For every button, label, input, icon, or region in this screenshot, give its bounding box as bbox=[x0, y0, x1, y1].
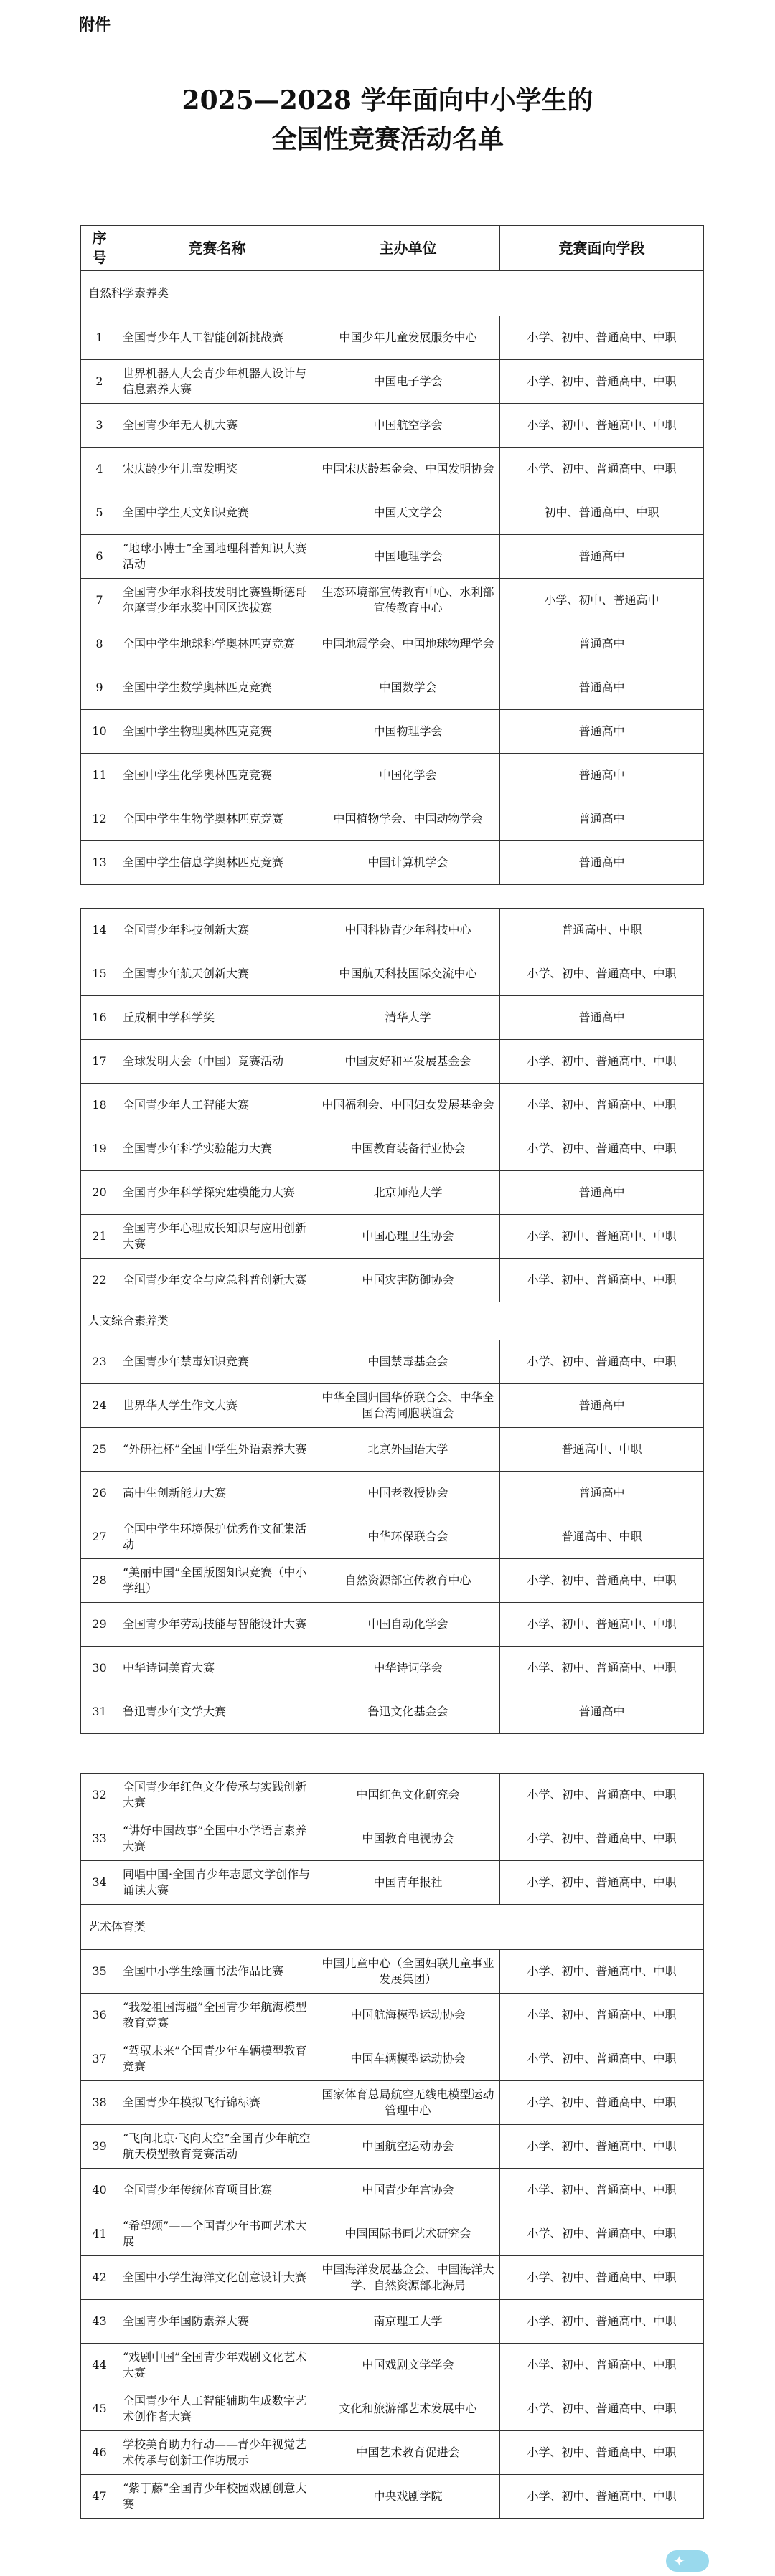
table-row bbox=[81, 579, 704, 622]
organizer: 中国宋庆龄基金会、中国发明协会 bbox=[316, 448, 500, 491]
target-stage: 小学、初中、普通高中、中职 bbox=[500, 1817, 704, 1861]
table-row bbox=[81, 952, 704, 996]
table-row bbox=[81, 797, 704, 841]
competition-name: “我爱祖国海疆”全国青少年航海模型教育竞赛 bbox=[118, 1994, 316, 2037]
competition-name: 全国青少年安全与应急科普创新大赛 bbox=[118, 1259, 316, 1302]
organizer: 清华大学 bbox=[316, 996, 500, 1040]
target-stage: 小学、初中、普通高中、中职 bbox=[500, 1774, 704, 1817]
competition-name: 全国青少年红色文化传承与实践创新大赛 bbox=[118, 1774, 316, 1817]
competition-name: 全国青少年国防素养大赛 bbox=[118, 2300, 316, 2344]
competition-name: 全国青少年禁毒知识竞赛 bbox=[118, 1340, 316, 1384]
target-stage: 小学、初中、普通高中、中职 bbox=[500, 1040, 704, 1084]
organizer: 中国数学会 bbox=[316, 666, 500, 710]
table-row bbox=[81, 316, 704, 360]
table-row bbox=[81, 2475, 704, 2519]
competition-name: 全球发明大会（中国）竞赛活动 bbox=[118, 1040, 316, 1084]
row-number: 45 bbox=[81, 2387, 118, 2431]
organizer: 中华环保联合会 bbox=[316, 1515, 500, 1559]
row-number: 12 bbox=[81, 797, 118, 841]
table-row bbox=[81, 2344, 704, 2387]
target-stage: 小学、初中、普通高中、中职 bbox=[500, 1994, 704, 2037]
organizer: 中国灾害防御协会 bbox=[316, 1259, 500, 1302]
table-row bbox=[81, 1384, 704, 1428]
table-row bbox=[81, 535, 704, 579]
organizer: 文化和旅游部艺术发展中心 bbox=[316, 2387, 500, 2431]
target-stage: 小学、初中、普通高中、中职 bbox=[500, 1559, 704, 1603]
organizer: 中国儿童中心（全国妇联儿童事业发展集团） bbox=[316, 1950, 500, 1994]
row-number: 20 bbox=[81, 1171, 118, 1215]
competition-name: 全国中学生地球科学奥林匹克竞赛 bbox=[118, 622, 316, 666]
category-row bbox=[81, 1905, 704, 1950]
target-stage: 小学、初中、普通高中、中职 bbox=[500, 1215, 704, 1259]
row-number: 29 bbox=[81, 1603, 118, 1647]
row-number: 26 bbox=[81, 1472, 118, 1515]
organizer: 中国物理学会 bbox=[316, 710, 500, 754]
competition-name: 全国中学生数学奥林匹克竞赛 bbox=[118, 666, 316, 710]
row-number: 22 bbox=[81, 1259, 118, 1302]
target-stage: 小学、初中、普通高中、中职 bbox=[500, 2256, 704, 2300]
target-stage: 普通高中 bbox=[500, 535, 704, 579]
competition-name: “紫丁藤”全国青少年校园戏剧创意大赛 bbox=[118, 2475, 316, 2519]
target-stage: 小学、初中、普通高中、中职 bbox=[500, 1259, 704, 1302]
organizer: 中华全国归国华侨联合会、中华全国台湾同胞联谊会 bbox=[316, 1384, 500, 1428]
competition-name: 全国中学生信息学奥林匹克竞赛 bbox=[118, 841, 316, 885]
table-row bbox=[81, 1215, 704, 1259]
competition-name: “地球小博士”全国地理科普知识大赛活动 bbox=[118, 535, 316, 579]
organizer: 自然资源部宣传教育中心 bbox=[316, 1559, 500, 1603]
row-number: 39 bbox=[81, 2125, 118, 2169]
organizer: 中国友好和平发展基金会 bbox=[316, 1040, 500, 1084]
competition-name: 全国青少年科技创新大赛 bbox=[118, 909, 316, 952]
competition-name: 鲁迅青少年文学大赛 bbox=[118, 1690, 316, 1734]
target-stage: 小学、初中、普通高中、中职 bbox=[500, 2387, 704, 2431]
table-row bbox=[81, 1472, 704, 1515]
competition-name: “讲好中国故事”全国中小学语言素养大赛 bbox=[118, 1817, 316, 1861]
table-row bbox=[81, 1340, 704, 1384]
competition-name: 全国青少年模拟飞行锦标赛 bbox=[118, 2081, 316, 2125]
table-row bbox=[81, 622, 704, 666]
competition-table bbox=[80, 1773, 704, 2519]
row-number: 46 bbox=[81, 2431, 118, 2475]
watermark-badge bbox=[666, 2550, 709, 2572]
table-header-row bbox=[81, 226, 704, 271]
competition-name: 全国青少年无人机大赛 bbox=[118, 404, 316, 448]
competition-name: 全国青少年人工智能辅助生成数字艺术创作者大赛 bbox=[118, 2387, 316, 2431]
competition-name: 全国青少年心理成长知识与应用创新大赛 bbox=[118, 1215, 316, 1259]
target-stage: 小学、初中、普通高中 bbox=[500, 579, 704, 622]
competition-name: 同唱中国·全国青少年志愿文学创作与诵读大赛 bbox=[118, 1861, 316, 1905]
row-number: 16 bbox=[81, 996, 118, 1040]
organizer: 中央戏剧学院 bbox=[316, 2475, 500, 2519]
competition-name: 全国青少年人工智能创新挑战赛 bbox=[118, 316, 316, 360]
table-row bbox=[81, 1040, 704, 1084]
competition-name: 世界机器人大会青少年机器人设计与信息素养大赛 bbox=[118, 360, 316, 404]
table-row bbox=[81, 1603, 704, 1647]
competition-name: 丘成桐中学科学奖 bbox=[118, 996, 316, 1040]
row-number: 37 bbox=[81, 2037, 118, 2081]
organizer: 中国艺术教育促进会 bbox=[316, 2431, 500, 2475]
target-stage: 小学、初中、普通高中、中职 bbox=[500, 2169, 704, 2212]
row-number: 6 bbox=[81, 535, 118, 579]
target-stage: 普通高中 bbox=[500, 666, 704, 710]
table-row bbox=[81, 1774, 704, 1817]
table-row bbox=[81, 1994, 704, 2037]
row-number: 7 bbox=[81, 579, 118, 622]
competition-name: 全国中学生环境保护优秀作文征集活动 bbox=[118, 1515, 316, 1559]
target-stage: 小学、初中、普通高中、中职 bbox=[500, 2212, 704, 2256]
target-stage: 小学、初中、普通高中、中职 bbox=[500, 1861, 704, 1905]
row-number: 30 bbox=[81, 1647, 118, 1690]
competition-name: “戏剧中国”全国青少年戏剧文化艺术大赛 bbox=[118, 2344, 316, 2387]
organizer: 中国禁毒基金会 bbox=[316, 1340, 500, 1384]
row-number: 43 bbox=[81, 2300, 118, 2344]
organizer: 中国车辆模型运动协会 bbox=[316, 2037, 500, 2081]
target-stage: 小学、初中、普通高中、中职 bbox=[500, 1340, 704, 1384]
organizer: 中国植物学会、中国动物学会 bbox=[316, 797, 500, 841]
row-number: 14 bbox=[81, 909, 118, 952]
row-number: 36 bbox=[81, 1994, 118, 2037]
competition-name: 全国青少年水科技发明比赛暨斯德哥尔摩青少年水奖中国区选拔赛 bbox=[118, 579, 316, 622]
row-number: 28 bbox=[81, 1559, 118, 1603]
target-stage: 小学、初中、普通高中、中职 bbox=[500, 448, 704, 491]
category-row bbox=[81, 1302, 704, 1340]
target-stage: 普通高中、中职 bbox=[500, 1515, 704, 1559]
organizer: 中国化学会 bbox=[316, 754, 500, 797]
target-stage: 小学、初中、普通高中、中职 bbox=[500, 1647, 704, 1690]
page-title-line1: 2025—2028 学年面向中小学生的 bbox=[182, 85, 593, 115]
table-row bbox=[81, 404, 704, 448]
row-number: 1 bbox=[81, 316, 118, 360]
target-stage: 小学、初中、普通高中、中职 bbox=[500, 360, 704, 404]
target-stage: 普通高中 bbox=[500, 754, 704, 797]
organizer: 中国地理学会 bbox=[316, 535, 500, 579]
target-stage: 小学、初中、普通高中、中职 bbox=[500, 1950, 704, 1994]
table-row bbox=[81, 1559, 704, 1603]
category-label: 自然科学素养类 bbox=[81, 271, 704, 316]
target-stage: 小学、初中、普通高中、中职 bbox=[500, 316, 704, 360]
row-number: 47 bbox=[81, 2475, 118, 2519]
organizer: 中国天文学会 bbox=[316, 491, 500, 535]
competition-name: 全国青少年劳动技能与智能设计大赛 bbox=[118, 1603, 316, 1647]
competition-name: “希望颂”——全国青少年书画艺术大展 bbox=[118, 2212, 316, 2256]
organizer: 中国国际书画艺术研究会 bbox=[316, 2212, 500, 2256]
target-stage: 小学、初中、普通高中、中职 bbox=[500, 1127, 704, 1171]
row-number: 18 bbox=[81, 1084, 118, 1127]
organizer: 中国青年报社 bbox=[316, 1861, 500, 1905]
row-number: 13 bbox=[81, 841, 118, 885]
row-number: 5 bbox=[81, 491, 118, 535]
competition-table bbox=[80, 225, 704, 885]
table-row bbox=[81, 360, 704, 404]
table-row bbox=[81, 1515, 704, 1559]
table-row bbox=[81, 2300, 704, 2344]
page-title-line2: 全国性竞赛活动名单 bbox=[271, 124, 504, 154]
target-stage: 小学、初中、普通高中、中职 bbox=[500, 2431, 704, 2475]
target-stage: 普通高中 bbox=[500, 622, 704, 666]
table-row bbox=[81, 2081, 704, 2125]
competition-name: 全国中学生天文知识竞赛 bbox=[118, 491, 316, 535]
table-row bbox=[81, 2212, 704, 2256]
competition-name: 全国中小学生绘画书法作品比赛 bbox=[118, 1950, 316, 1994]
row-number: 2 bbox=[81, 360, 118, 404]
category-label: 艺术体育类 bbox=[81, 1905, 704, 1950]
target-stage: 普通高中 bbox=[500, 1690, 704, 1734]
table-row bbox=[81, 2037, 704, 2081]
row-number: 9 bbox=[81, 666, 118, 710]
organizer: 生态环境部宣传教育中心、水利部宣传教育中心 bbox=[316, 579, 500, 622]
organizer: 中国计算机学会 bbox=[316, 841, 500, 885]
row-number: 41 bbox=[81, 2212, 118, 2256]
table-row bbox=[81, 1647, 704, 1690]
organizer: 中国航空运动协会 bbox=[316, 2125, 500, 2169]
target-stage: 普通高中 bbox=[500, 841, 704, 885]
row-number: 25 bbox=[81, 1428, 118, 1472]
table-row bbox=[81, 1127, 704, 1171]
competition-name: “美丽中国”全国版图知识竞赛（中小学组） bbox=[118, 1559, 316, 1603]
competition-name: 学校美育助力行动——青少年视觉艺术传承与创新工作坊展示 bbox=[118, 2431, 316, 2475]
organizer: 中国教育电视协会 bbox=[316, 1817, 500, 1861]
competition-name: 全国中学生化学奥林匹克竞赛 bbox=[118, 754, 316, 797]
competition-name: “飞向北京·飞向太空”全国青少年航空航天模型教育竞赛活动 bbox=[118, 2125, 316, 2169]
organizer: 中国老教授协会 bbox=[316, 1472, 500, 1515]
competition-name: 全国青少年航天创新大赛 bbox=[118, 952, 316, 996]
organizer: 鲁迅文化基金会 bbox=[316, 1690, 500, 1734]
row-number: 27 bbox=[81, 1515, 118, 1559]
organizer: 中华诗词学会 bbox=[316, 1647, 500, 1690]
row-number: 17 bbox=[81, 1040, 118, 1084]
table-row bbox=[81, 1428, 704, 1472]
organizer: 中国航天科技国际交流中心 bbox=[316, 952, 500, 996]
column-header: 竞赛名称 bbox=[118, 226, 316, 271]
table-row bbox=[81, 448, 704, 491]
bird-logo-icon: ✦ bbox=[673, 2552, 685, 2570]
table-row bbox=[81, 1817, 704, 1861]
table-row bbox=[81, 710, 704, 754]
row-number: 34 bbox=[81, 1861, 118, 1905]
target-stage: 小学、初中、普通高中、中职 bbox=[500, 952, 704, 996]
category-row bbox=[81, 271, 704, 316]
row-number: 21 bbox=[81, 1215, 118, 1259]
competition-name: 宋庆龄少年儿童发明奖 bbox=[118, 448, 316, 491]
target-stage: 普通高中 bbox=[500, 1171, 704, 1215]
table-row bbox=[81, 1690, 704, 1734]
target-stage: 小学、初中、普通高中、中职 bbox=[500, 2300, 704, 2344]
table-row bbox=[81, 841, 704, 885]
target-stage: 小学、初中、普通高中、中职 bbox=[500, 2125, 704, 2169]
target-stage: 普通高中 bbox=[500, 797, 704, 841]
table-row bbox=[81, 754, 704, 797]
row-number: 35 bbox=[81, 1950, 118, 1994]
organizer: 中国戏剧文学学会 bbox=[316, 2344, 500, 2387]
row-number: 23 bbox=[81, 1340, 118, 1384]
row-number: 44 bbox=[81, 2344, 118, 2387]
organizer: 中国航海模型运动协会 bbox=[316, 1994, 500, 2037]
organizer: 北京师范大学 bbox=[316, 1171, 500, 1215]
competition-name: 全国青少年人工智能大赛 bbox=[118, 1084, 316, 1127]
target-stage: 小学、初中、普通高中、中职 bbox=[500, 1603, 704, 1647]
organizer: 北京外国语大学 bbox=[316, 1428, 500, 1472]
target-stage: 小学、初中、普通高中、中职 bbox=[500, 2081, 704, 2125]
organizer: 南京理工大学 bbox=[316, 2300, 500, 2344]
table-row bbox=[81, 2169, 704, 2212]
table-row bbox=[81, 2431, 704, 2475]
table-row bbox=[81, 996, 704, 1040]
target-stage: 小学、初中、普通高中、中职 bbox=[500, 2037, 704, 2081]
row-number: 40 bbox=[81, 2169, 118, 2212]
competition-name: “外研社杯”全国中学生外语素养大赛 bbox=[118, 1428, 316, 1472]
organizer: 国家体育总局航空无线电模型运动管理中心 bbox=[316, 2081, 500, 2125]
organizer: 中国福利会、中国妇女发展基金会 bbox=[316, 1084, 500, 1127]
row-number: 4 bbox=[81, 448, 118, 491]
organizer: 中国少年儿童发展服务中心 bbox=[316, 316, 500, 360]
organizer: 中国心理卫生协会 bbox=[316, 1215, 500, 1259]
column-header: 序号 bbox=[81, 226, 118, 271]
row-number: 32 bbox=[81, 1774, 118, 1817]
row-number: 38 bbox=[81, 2081, 118, 2125]
competition-name: 全国中小学生海洋文化创意设计大赛 bbox=[118, 2256, 316, 2300]
row-number: 15 bbox=[81, 952, 118, 996]
row-number: 11 bbox=[81, 754, 118, 797]
table-row bbox=[81, 1171, 704, 1215]
table-row bbox=[81, 666, 704, 710]
table-row bbox=[81, 2125, 704, 2169]
attachment-label: 附件 bbox=[79, 16, 111, 34]
table-row bbox=[81, 1950, 704, 1994]
row-number: 24 bbox=[81, 1384, 118, 1428]
target-stage: 小学、初中、普通高中、中职 bbox=[500, 404, 704, 448]
row-number: 33 bbox=[81, 1817, 118, 1861]
row-number: 8 bbox=[81, 622, 118, 666]
organizer: 中国自动化学会 bbox=[316, 1603, 500, 1647]
table-row bbox=[81, 491, 704, 535]
organizer: 中国海洋发展基金会、中国海洋大学、自然资源部北海局 bbox=[316, 2256, 500, 2300]
target-stage: 普通高中 bbox=[500, 1384, 704, 1428]
competition-table bbox=[80, 908, 704, 1734]
competition-name: 全国青少年科学实验能力大赛 bbox=[118, 1127, 316, 1171]
competition-name: 全国青少年科学探究建模能力大赛 bbox=[118, 1171, 316, 1215]
competition-name: 中华诗词美育大赛 bbox=[118, 1647, 316, 1690]
target-stage: 初中、普通高中、中职 bbox=[500, 491, 704, 535]
target-stage: 普通高中 bbox=[500, 1472, 704, 1515]
target-stage: 普通高中 bbox=[500, 996, 704, 1040]
column-header: 竞赛面向学段 bbox=[500, 226, 704, 271]
column-header: 主办单位 bbox=[316, 226, 500, 271]
competition-name: 全国中学生物理奥林匹克竞赛 bbox=[118, 710, 316, 754]
target-stage: 小学、初中、普通高中、中职 bbox=[500, 2475, 704, 2519]
organizer: 中国红色文化研究会 bbox=[316, 1774, 500, 1817]
table-row bbox=[81, 1259, 704, 1302]
organizer: 中国电子学会 bbox=[316, 360, 500, 404]
target-stage: 普通高中、中职 bbox=[500, 1428, 704, 1472]
row-number: 3 bbox=[81, 404, 118, 448]
row-number: 19 bbox=[81, 1127, 118, 1171]
table-row bbox=[81, 909, 704, 952]
target-stage: 小学、初中、普通高中、中职 bbox=[500, 2344, 704, 2387]
organizer: 中国地震学会、中国地球物理学会 bbox=[316, 622, 500, 666]
target-stage: 普通高中 bbox=[500, 710, 704, 754]
competition-name: 高中生创新能力大赛 bbox=[118, 1472, 316, 1515]
table-row bbox=[81, 1084, 704, 1127]
target-stage: 小学、初中、普通高中、中职 bbox=[500, 1084, 704, 1127]
row-number: 10 bbox=[81, 710, 118, 754]
organizer: 中国科协青少年科技中心 bbox=[316, 909, 500, 952]
table-row bbox=[81, 2256, 704, 2300]
competition-name: “驾驭未来”全国青少年车辆模型教育竞赛 bbox=[118, 2037, 316, 2081]
organizer: 中国教育装备行业协会 bbox=[316, 1127, 500, 1171]
organizer: 中国航空学会 bbox=[316, 404, 500, 448]
table-row bbox=[81, 1861, 704, 1905]
competition-name: 全国青少年传统体育项目比赛 bbox=[118, 2169, 316, 2212]
category-label: 人文综合素养类 bbox=[81, 1302, 704, 1340]
target-stage: 普通高中、中职 bbox=[500, 909, 704, 952]
organizer: 中国青少年宫协会 bbox=[316, 2169, 500, 2212]
competition-name: 全国中学生生物学奥林匹克竞赛 bbox=[118, 797, 316, 841]
table-row bbox=[81, 2387, 704, 2431]
competition-name: 世界华人学生作文大赛 bbox=[118, 1384, 316, 1428]
row-number: 31 bbox=[81, 1690, 118, 1734]
row-number: 42 bbox=[81, 2256, 118, 2300]
